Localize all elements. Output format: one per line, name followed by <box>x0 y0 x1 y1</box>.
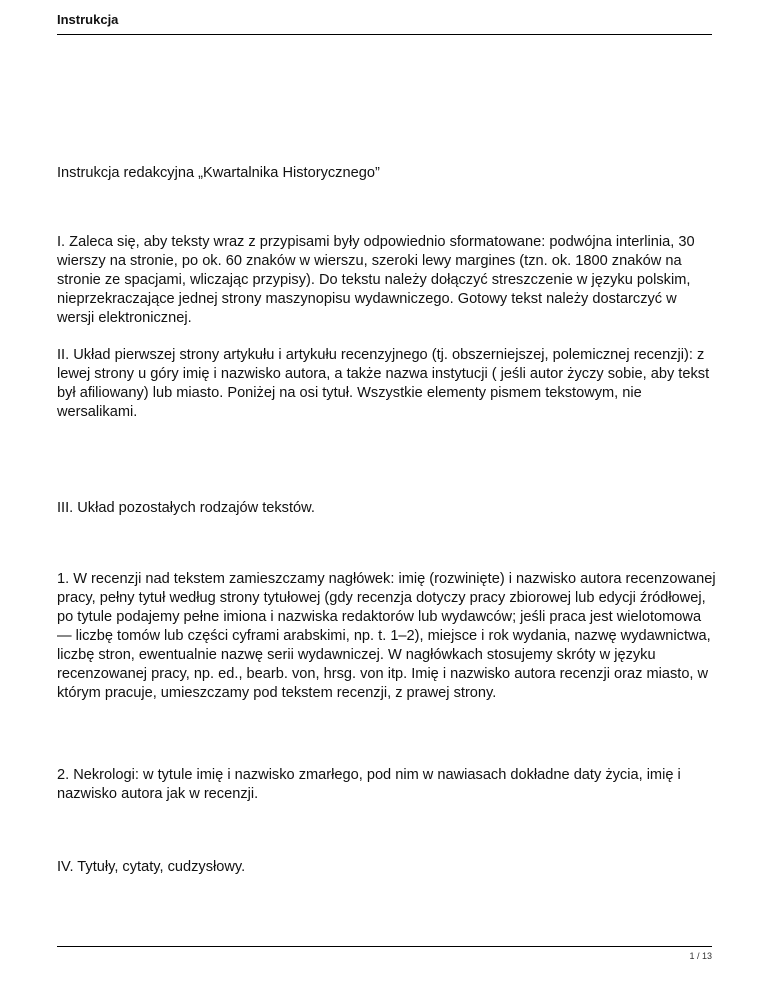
header-divider <box>57 34 712 35</box>
section-4-heading: IV. Tytuły, cytaty, cudzysłowy. <box>57 859 246 875</box>
section-2-paragraph: II. Układ pierwszej strony artykułu i artykułu recenzyjnego (tj. obszerniejszej, polemicznej recenzji): z lewej strony u góry imię i nazwisko autora, a także nazwa instytucji ( jeśli autor życzy sobie, aby tekst był afiliowany) lub miasto. Poniżej na osi tytuł. Wszystkie elementy pismem tekstowym, nie wersalikami. <box>57 347 710 420</box>
section-3-1-paragraph: 1. W recenzji nad tekstem zamieszczamy nagłówek: imię (rozwinięte) i nazwisko autora recenzowanej pracy, pełny tytuł według strony tytułowej (gdy recenzja dotyczy pracy zbiorowej lub edycji źródłowej, po tytule podajemy pełne imiona i nazwiska redaktorów lub wydawców; jeśli praca jest wielotomowa — liczbę tomów lub części cyframi arabskimi, np. t. 1–2), miejsce i rok wydania, nazwę wydawnictwa, liczbę stron, ewentualnie nazwę serii wydawniczej. W nagłówkach stosujemy skróty w języku recenzowanej pracy, np. ed., bearb. von, hrsg. von itp. Imię i nazwisko autora recenzji oraz miasto, w którym pracuje, umieszczamy pod tekstem recenzji, z prawej strony. <box>57 571 716 701</box>
section-3-heading: III. Układ pozostałych rodzajów tekstów. <box>57 500 315 516</box>
document-title: Instrukcja redakcyjna „Kwartalnika Historycznego” <box>57 165 380 181</box>
footer-divider <box>57 946 712 947</box>
section-3-2-paragraph: 2. Nekrologi: w tytule imię i nazwisko zmarłego, pod nim w nawiasach dokładne daty życia, imię i nazwisko autora jak w recenzji. <box>57 767 681 802</box>
header-title: Instrukcja <box>57 12 119 27</box>
section-1-paragraph: I. Zaleca się, aby teksty wraz z przypisami były odpowiednio sformatowane: podwójna interlinia, 30 wierszy na stronie, po ok. 60 znaków w wierszu, szeroki lewy margines (tzn. ok. 1800 znaków na stronie ze spacjami, wliczając przypisy). Do tekstu należy dołączyć streszczenie w języku polskim, nieprzekraczające jednej strony maszynopisu wydawniczego. Gotowy tekst należy dostarczyć w wersji elektronicznej. <box>57 234 695 326</box>
page-number: 1 / 13 <box>689 951 712 961</box>
